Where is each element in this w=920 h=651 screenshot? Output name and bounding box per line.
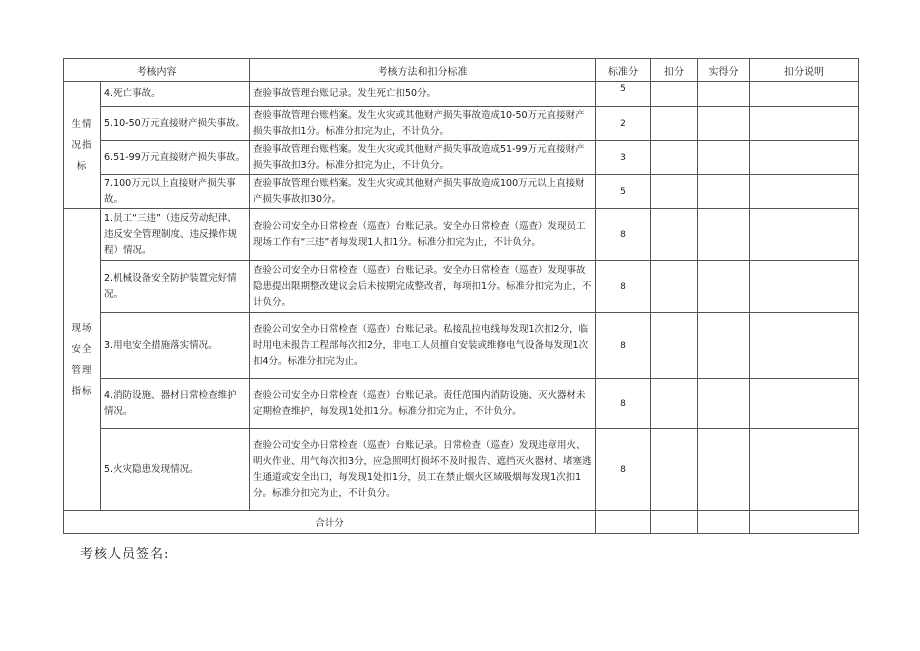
- actual-cell[interactable]: [698, 107, 750, 141]
- actual-cell[interactable]: [698, 141, 750, 175]
- method-cell: 查验事故管理台账档案。发生火灾或其他财产损失事故造成100万元以上直接财产损失事故扣30分。: [250, 175, 596, 209]
- header-actual: 实得分: [698, 59, 750, 82]
- item-cell: 7.100万元以上直接财产损失事故。: [101, 175, 250, 209]
- actual-cell[interactable]: [698, 313, 750, 379]
- table-row: [64, 175, 859, 209]
- item-cell: 5.火灾隐患发现情况。: [101, 429, 250, 511]
- deduct-cell[interactable]: [651, 313, 698, 379]
- note-cell[interactable]: [750, 175, 859, 209]
- note-cell[interactable]: [750, 107, 859, 141]
- total-label: 合计分: [64, 511, 596, 534]
- table-row: [64, 313, 859, 379]
- method-cell: 查验事故管理台账档案。发生火灾或其他财产损失事故造成51-99万元直接财产损失事故扣3分。标准分扣完为止，不计负分。: [250, 141, 596, 175]
- header-row: [64, 59, 859, 82]
- actual-cell[interactable]: [698, 379, 750, 429]
- item-cell: 6.51-99万元直接财产损失事故。: [101, 141, 250, 175]
- table-row: [64, 209, 859, 261]
- table-row: [64, 429, 859, 511]
- total-actual-cell[interactable]: [698, 511, 750, 534]
- standard-score: 8: [596, 209, 651, 261]
- item-cell: 5.10-50万元直接财产损失事故。: [101, 107, 250, 141]
- header-note: 扣分说明: [750, 59, 859, 82]
- deduct-cell[interactable]: [651, 141, 698, 175]
- header-content: 考核内容: [64, 59, 250, 82]
- method-cell: 查验公司安全办日常检查（巡查）台账记录。私接乱拉电线每发现1次扣2分，临时用电未报告工程部每次扣2分，非电工人员擅自安装或维修电气设备每发现1次扣4分。标准分扣完为止。: [250, 313, 596, 379]
- method-cell: 查验事故管理台账记录。发生死亡扣50分。: [250, 82, 596, 107]
- item-cell: 4.消防设施、器材日常检查维护情况。: [101, 379, 250, 429]
- method-cell: 查验事故管理台账档案。发生火灾或其他财产损失事故造成10-50万元直接财产损失事故扣1分。标准分扣完为止，不计负分。: [250, 107, 596, 141]
- note-cell[interactable]: [750, 379, 859, 429]
- standard-score: 5: [596, 82, 651, 107]
- standard-score: 5: [596, 175, 651, 209]
- note-cell[interactable]: [750, 261, 859, 313]
- item-cell: 3.用电安全措施落实情况。: [101, 313, 250, 379]
- standard-score: 8: [596, 261, 651, 313]
- note-cell[interactable]: [750, 209, 859, 261]
- total-row: [64, 511, 859, 534]
- deduct-cell[interactable]: [651, 175, 698, 209]
- note-cell[interactable]: [750, 429, 859, 511]
- actual-cell[interactable]: [698, 429, 750, 511]
- standard-score: 8: [596, 429, 651, 511]
- table-row: [64, 141, 859, 175]
- actual-cell[interactable]: [698, 261, 750, 313]
- header-method: 考核方法和扣分标准: [250, 59, 596, 82]
- header-deduct: 扣分: [651, 59, 698, 82]
- deduct-cell[interactable]: [651, 82, 698, 107]
- item-cell: 2.机械设备安全防护装置完好情况。: [101, 261, 250, 313]
- total-standard-cell[interactable]: [596, 511, 651, 534]
- item-cell: 1.员工“三违”（违反劳动纪律、违反安全管理制度、违反操作规程）情况。: [101, 209, 250, 261]
- deduct-cell[interactable]: [651, 209, 698, 261]
- deduct-cell[interactable]: [651, 429, 698, 511]
- assessment-table: [63, 58, 859, 534]
- actual-cell[interactable]: [698, 82, 750, 107]
- deduct-cell[interactable]: [651, 379, 698, 429]
- total-note-cell[interactable]: [750, 511, 859, 534]
- table-row: [64, 82, 859, 107]
- note-cell[interactable]: [750, 313, 859, 379]
- deduct-cell[interactable]: [651, 107, 698, 141]
- item-cell: 4.死亡事故。: [101, 82, 250, 107]
- table-row: [64, 379, 859, 429]
- category-site: 现场安全管理指标: [64, 209, 101, 511]
- standard-score: 8: [596, 379, 651, 429]
- table-row: [64, 107, 859, 141]
- method-cell: 查验公司安全办日常检查（巡查）台账记录。安全办日常检查（巡查）发现员工现场工作有“三违”者每发现1人扣1分。标准分扣完为止，不计负分。: [250, 209, 596, 261]
- standard-score: 3: [596, 141, 651, 175]
- table-row: [64, 261, 859, 313]
- standard-score: 8: [596, 313, 651, 379]
- method-cell: 查验公司安全办日常检查（巡查）台账记录。责任范围内消防设施、灭火器材未定期检查维护，每发现1处扣1分。标准分扣完为止，不计负分。: [250, 379, 596, 429]
- total-deduct-cell[interactable]: [651, 511, 698, 534]
- deduct-cell[interactable]: [651, 261, 698, 313]
- actual-cell[interactable]: [698, 175, 750, 209]
- method-cell: 查验公司安全办日常检查（巡查）台账记录。日常检查（巡查）发现违章用火、明火作业、用气每次扣3分，应急照明灯损坏不及时报告、遮挡灭火器材、堵塞逃生通道或安全出口，每发现1处扣1分，员工在禁止烟火区域吸烟每发现1次扣1分。标准分扣完为止，不计负分。: [250, 429, 596, 511]
- signature-label: 考核人员签名:: [80, 547, 170, 562]
- note-cell[interactable]: [750, 141, 859, 175]
- header-standard: 标准分: [596, 59, 651, 82]
- note-cell[interactable]: [750, 82, 859, 107]
- standard-score: 2: [596, 107, 651, 141]
- method-cell: 查验公司安全办日常检查（巡查）台账记录。安全办日常检查（巡查）发现事故隐患提出限期整改建议会后未按期完成整改者，每项扣1分。标准分扣完为止，不计负分。: [250, 261, 596, 313]
- category-production: 生情况指标: [64, 82, 101, 209]
- actual-cell[interactable]: [698, 209, 750, 261]
